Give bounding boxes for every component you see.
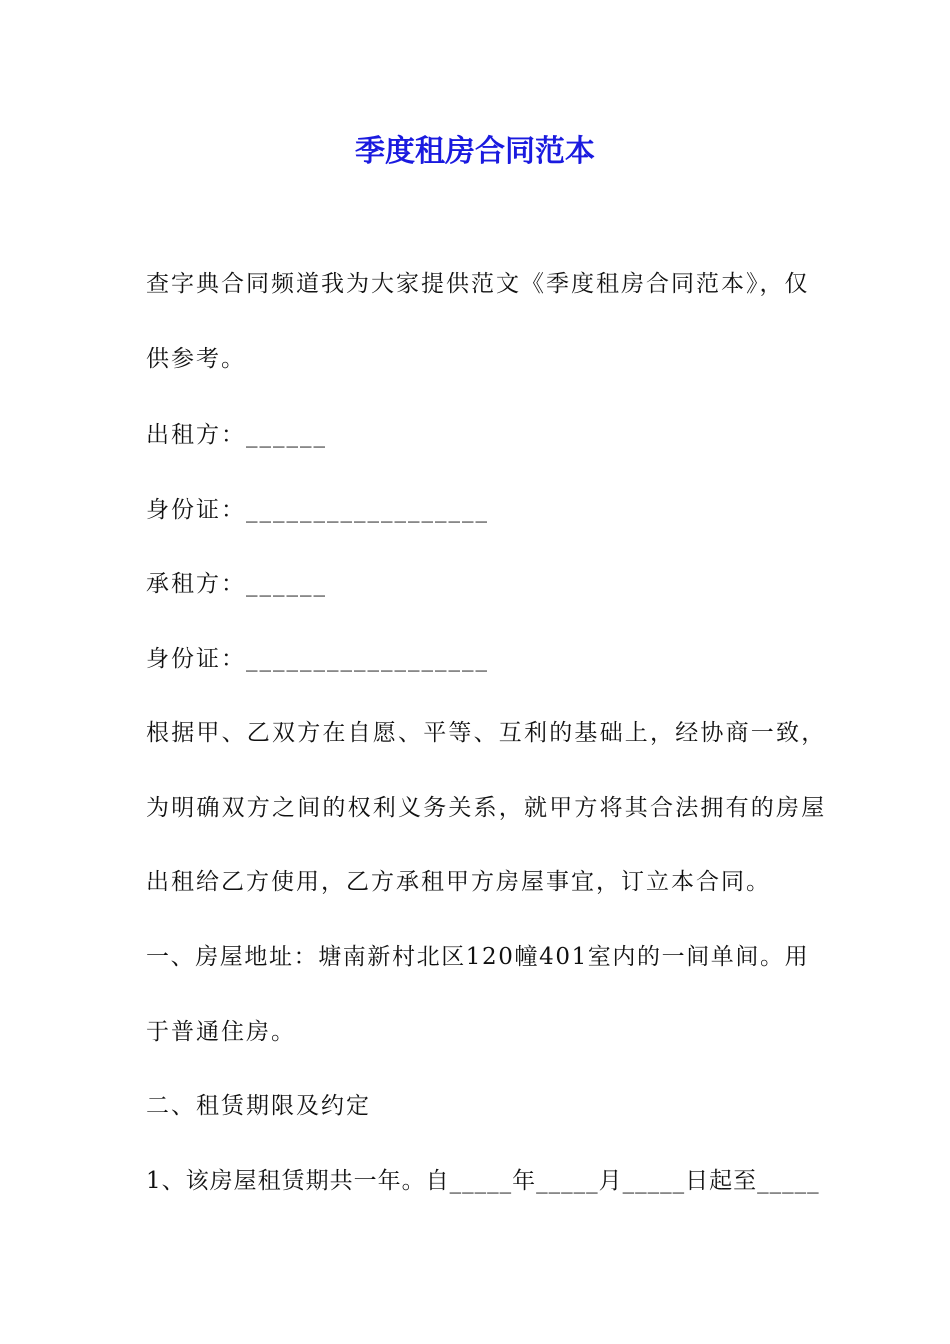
preamble-line-2: 为明确双方之间的权利义务关系，就甲方将其合法拥有的房屋 <box>146 795 827 821</box>
intro-line-2: 供参考。 <box>146 346 246 372</box>
clause-1-line-1: 一、房屋地址：塘南新村北区120幢401室内的一间单间。用 <box>146 944 810 970</box>
preamble-line-1: 根据甲、乙双方在自愿、平等、互利的基础上，经协商一致， <box>146 720 827 746</box>
lessor-id-line: 身份证：__________________ <box>146 497 489 523</box>
lessee-id-line: 身份证：__________________ <box>146 646 489 672</box>
preamble-line-3: 出租给乙方使用，乙方承租甲方房屋事宜，订立本合同。 <box>146 869 771 895</box>
clause-2-heading: 二、租赁期限及约定 <box>146 1093 371 1119</box>
document-title: 季度租房合同范本 <box>355 134 595 169</box>
lessee-line: 承租方：______ <box>146 571 327 597</box>
clause-1-line-2: 于普通住房。 <box>146 1019 296 1045</box>
intro-line-1: 查字典合同频道我为大家提供范文《季度租房合同范本》，仅 <box>146 271 810 297</box>
lessor-line: 出租方：______ <box>146 422 327 448</box>
clause-2-item-1: 1、该房屋租赁期共一年。自_____年_____月_____日起至_____ <box>146 1168 820 1194</box>
